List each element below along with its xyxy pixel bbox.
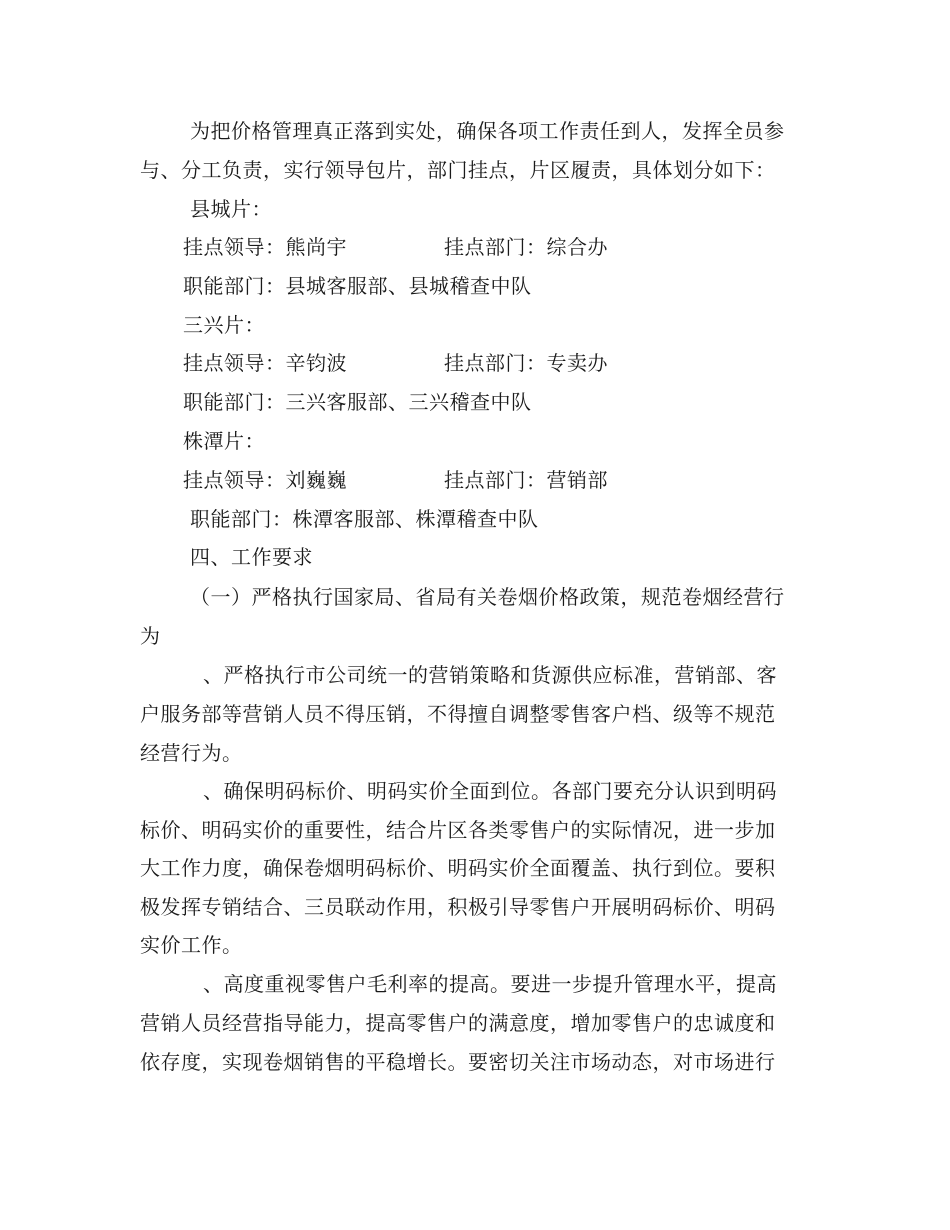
region-functional-xiancheng: 职能部门：县城客服部、县城稽查中队	[183, 274, 532, 298]
region-dept-sanxing: 挂点部门：专卖办	[444, 351, 608, 375]
region-title-sanxing: 三兴片：	[183, 313, 265, 337]
intro-line-2: 与、分工负责，实行领导包片，部门挂点，片区履责，具体划分如下：	[140, 158, 776, 182]
item-2-line-2: 标价、明码实价的重要性，结合片区各类零售户的实际情况，进一步加	[140, 818, 776, 842]
region-title-xiancheng: 县城片：	[190, 197, 272, 221]
item-3-line-2: 营销人员经营指导能力，提高零售户的满意度，增加零售户的忠诚度和	[140, 1011, 776, 1035]
item-1-line-2: 户服务部等营销人员不得压销，不得擅自调整零售客户档、级等不规范	[140, 702, 776, 726]
item-2-line-3: 大工作力度，确保卷烟明码标价、明码实价全面覆盖、执行到位。要积	[140, 856, 776, 880]
item-1-line-1: 、严格执行市公司统一的营销策略和货源供应标准，营销部、客	[203, 663, 777, 687]
item-3-line-1: 、高度重视零售户毛利率的提高。要进一步提升管理水平，提高	[203, 972, 777, 996]
region-title-zhutan: 株潭片：	[183, 429, 265, 453]
item-1-line-3: 经营行为。	[140, 741, 243, 765]
region-leader-zhutan: 挂点领导：刘巍巍	[183, 468, 347, 492]
intro-line-1: 为把价格管理真正落到实处，确保各项工作责任到人，发挥全员参	[190, 119, 785, 143]
region-dept-xiancheng: 挂点部门：综合办	[444, 235, 608, 259]
region-leader-xiancheng: 挂点领导：熊尚宇	[183, 235, 347, 259]
item-2-line-4: 极发挥专销结合、三员联动作用，积极引导零售户开展明码标价、明码	[140, 895, 776, 919]
item-2-line-5: 实价工作。	[140, 933, 243, 957]
region-functional-zhutan: 职能部门：株潭客服部、株潭稽查中队	[190, 507, 539, 531]
section-heading: 四、工作要求	[190, 545, 313, 569]
region-dept-zhutan: 挂点部门：营销部	[444, 468, 608, 492]
item-3-line-3: 依存度，实现卷烟销售的平稳增长。要密切关注市场动态，对市场进行	[140, 1050, 776, 1074]
item-2-line-1: 、确保明码标价、明码实价全面到位。各部门要充分认识到明码	[203, 779, 777, 803]
subsection-1-line-1: （一）严格执行国家局、省局有关卷烟价格政策，规范卷烟经营行	[190, 585, 785, 609]
region-functional-sanxing: 职能部门：三兴客服部、三兴稽查中队	[183, 390, 532, 414]
subsection-1-line-2: 为	[140, 624, 161, 648]
region-leader-sanxing: 挂点领导：辛钧波	[183, 351, 347, 375]
